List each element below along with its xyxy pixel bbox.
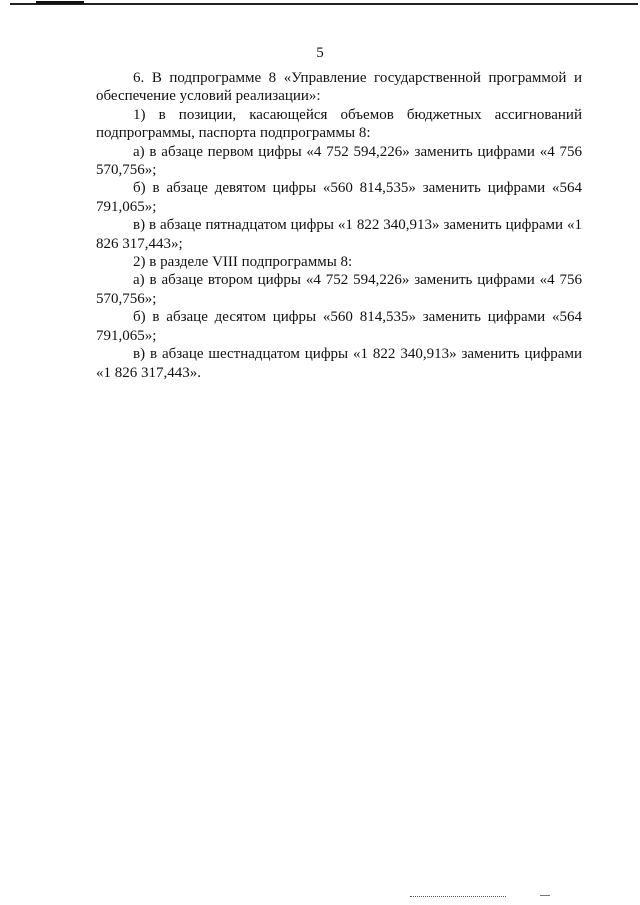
scan-footer-mark: [540, 895, 550, 896]
paragraph-subitem-2a: а) в абзаце втором цифры «4 752 594,226» заменить цифрами «4 756 570,756»;: [96, 272, 582, 307]
scan-footer-line: [410, 896, 506, 897]
paragraph-subitem-2v: в) в абзаце шестнадцатом цифры «1 822 340,913» заменить цифрами «1 826 317,443».: [96, 346, 582, 381]
scan-top-rule: [10, 3, 638, 5]
paragraph-item-6: 6. В подпрограмме 8 «Управление государственной программой и обеспечение условий реализации»:: [96, 70, 582, 105]
scan-top-mark: [36, 1, 84, 4]
paragraph-subitem-1b: б) в абзаце девятом цифры «560 814,535» заменить цифрами «564 791,065»;: [96, 180, 582, 215]
paragraph-subitem-1: 1) в позиции, касающейся объемов бюджетных ассигнований подпрограммы, паспорта подпрограммы 8:: [96, 106, 582, 142]
paragraph-subitem-1a: а) в абзаце первом цифры «4 752 594,226» заменить цифрами «4 756 570,756»;: [96, 143, 582, 179]
page-number: 5: [316, 45, 324, 61]
document-body: [96, 69, 582, 382]
paragraph-subitem-2: 2) в разделе VIII подпрограммы 8:: [133, 254, 353, 271]
paragraph-subitem-2b: б) в абзаце десятом цифры «560 814,535» заменить цифрами «564 791,065»;: [96, 309, 582, 344]
paragraph-subitem-1v: в) в абзаце пятнадцатом цифры «1 822 340,913» заменить цифрами «1 826 317,443»;: [96, 217, 582, 252]
